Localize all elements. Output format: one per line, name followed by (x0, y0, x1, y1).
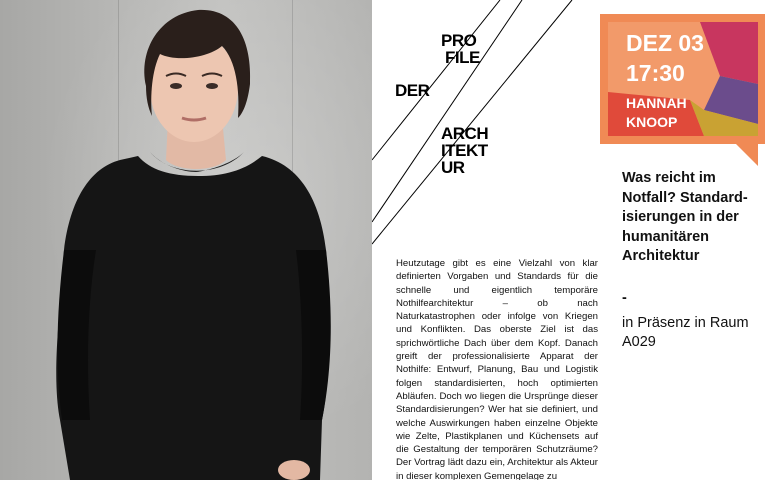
series-title-word: ARCH (441, 124, 489, 143)
event-date: DEZ 03 (626, 30, 704, 56)
series-title-word: DER (395, 81, 430, 100)
series-title-word: UR (441, 158, 465, 177)
series-title-word: FILE (445, 48, 480, 67)
date-time-speaker-badge (600, 14, 765, 166)
talk-abstract: Heutzutage gibt es eine Vielzahl von klar definierten Vorgaben und Standards für die schnelle und eigentlich temporäre Nothilfearchitektur – ob nach Naturkatastrophen oder infolge von Kriegen und Konflikten. Das oberste Ziel ist das sprichwörtliche Dach über dem Kopf. Danach greift der professionalisierte Apparat der Nothilfe: Entwurf, Planung, Bau und Logistik folgen standardisierten, hoch optimierten Abläufen. Doch wo liegen die Ursprünge dieser Standardisierungen? Wer hat sie definiert, und welche Auswirkungen haben einzelne Objekte wie Zelte, Plastikplanen und Küchensets auf die Gestaltung der temporären Schutzräume? Der Vortrag lädt dazu ein, Architektur als Akteur in dieser komplexen Gemengelage zu (396, 258, 598, 480)
speaker-last-name: KNOOP (626, 114, 678, 130)
talk-location: in Präsenz in Raum A029 (622, 315, 749, 350)
event-poster (372, 0, 767, 480)
talk-title: Was reicht im Notfall? Standard-isierungen in der humanitären Architektur (622, 170, 748, 264)
series-title-word: PRO (441, 31, 477, 50)
speaker-portrait-photo (0, 0, 372, 480)
speaker-first-name: HANNAH (626, 95, 687, 111)
title-separator: - (622, 290, 627, 306)
series-title-word: ITEKT (441, 141, 488, 160)
event-time: 17:30 (626, 60, 685, 86)
person-silhouette (0, 0, 372, 480)
